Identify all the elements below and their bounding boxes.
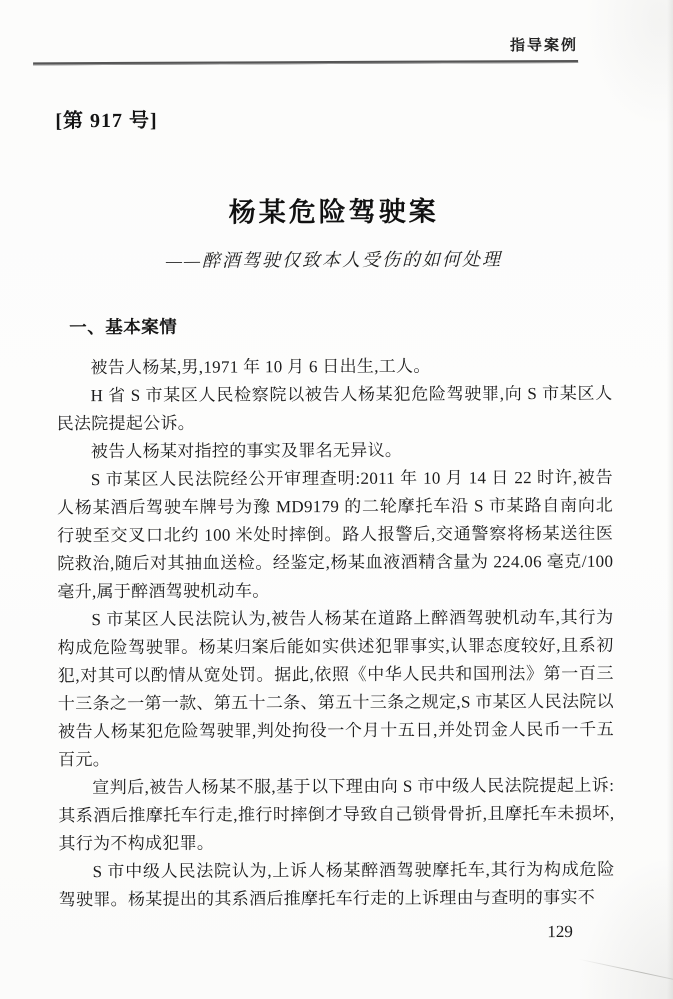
case-subtitle: ——醉酒驾驶仅致本人受伤的如何处理 [165,249,502,271]
running-header-title: 指导案例 [509,37,579,55]
section-heading: 一、基本案情 [69,316,178,338]
body-paragraph: 被告人杨某对指控的事实及罪名无异议。 [90,440,403,461]
body-paragraph: 被告人杨某,男,1971 年 10 月 6 日出生,工人。 [90,356,431,377]
case-title: 杨某危险驾驶案 [228,196,439,228]
scan-edge-shadow [667,0,673,999]
header-rule [33,60,578,65]
body-paragraph: 宣判后,被告人杨某不服,基于以下理由向 S 市中级人民法院提起上诉:其系酒后推摩托车行走,推行时摔倒才导致自己锁骨骨折,且摩托车未损坏,其行为不构成犯罪。 [58,775,615,853]
main-column [55,107,615,946]
page-number: 129 [547,921,573,941]
case-number: [第 917 号] [55,109,158,133]
body-paragraph: S 市某区人民法院经公开审理查明:2011 年 10 月 14 日 22 时许,被告人杨某酒后驾驶车牌号为豫 MD9179 的二轮摩托车沿 S 市某路自南向北行驶至交叉口北约 100 米处时摔倒。路人报警后,交通警察将杨某送往医院救治,随后对其抽血送检。经鉴定,杨某血液酒精含量为 224.06 毫克/100 毫升,属于醉酒驾驶机动车。 [56,467,614,601]
body-paragraph: S 市中级人民法院认为,上诉人杨某醉酒驾驶摩托车,其行为构成危险驾驶罪。杨某提出的其系酒后推摩托车行走的上诉理由与查明的事实不 [58,859,615,909]
body-paragraph: H 省 S 市某区人民检察院以被告人杨某犯危险驾驶罪,向 S 市某区人民法院提起公诉。 [56,383,613,433]
body-text [56,351,614,913]
body-paragraph: S 市某区人民法院认为,被告人杨某在道路上醉酒驾驶机动车,其行为构成危险驾驶罪。杨某归案后能如实供述犯罪事实,认罪态度较好,且系初犯,对其可以酌情从宽处罚。据此,依照《中华人民共和国刑法》第一百三十三条之一第一款、第五十二条、第五十三条之规定,S 市某区人民法院以被告人杨某犯危险驾驶罪,判处拘役一个月十五日,并处罚金人民币一千五百元。 [57,607,615,769]
